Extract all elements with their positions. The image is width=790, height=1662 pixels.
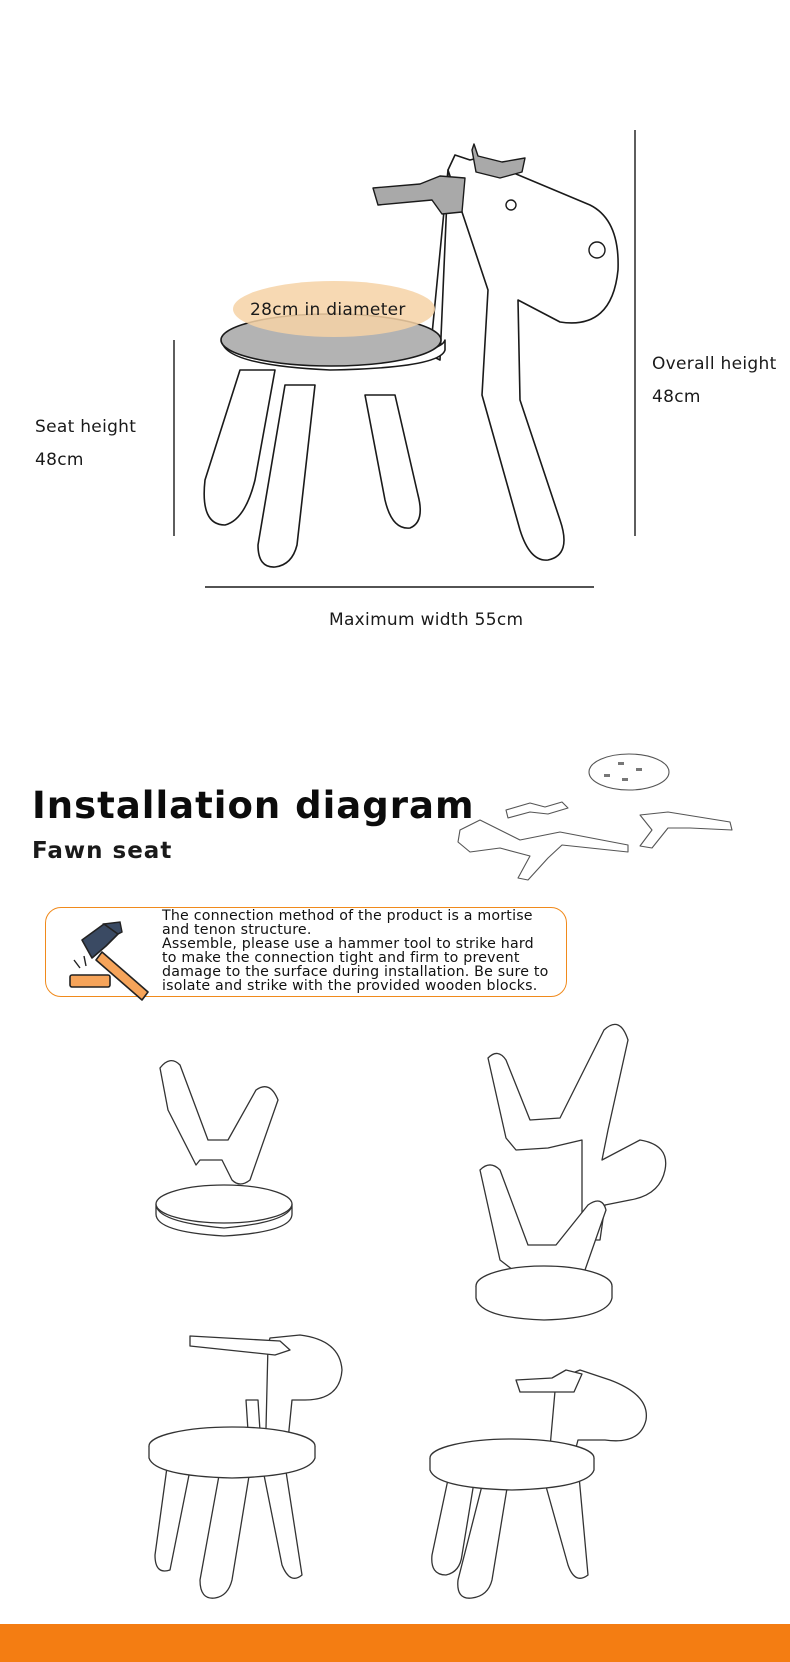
assembly-step-4 [430, 1370, 646, 1598]
note-line: and tenon structure. [162, 922, 312, 938]
note-line: isolate and strike with the provided wooden blocks. [162, 978, 538, 994]
max-width-label: Maximum width 55cm [329, 610, 524, 630]
installation-subtitle: Fawn seat [32, 838, 173, 864]
note-line: to make the connection tight and firm to prevent [162, 950, 520, 966]
seat-height-label: Seat height [35, 417, 137, 437]
note-line: damage to the surface during installation. Be sure to [162, 964, 549, 980]
seat-diameter-label: 28cm in diameter [250, 300, 406, 320]
footer-accent-bar [0, 1624, 790, 1662]
overall-height-label: Overall height [652, 354, 777, 374]
note-line: The connection method of the product is a mortise [162, 908, 533, 924]
note-line: Assemble, please use a hammer tool to strike hard [162, 936, 534, 952]
installation-title: Installation diagram [32, 784, 475, 827]
overall-height-value: 48cm [652, 387, 701, 407]
assembly-step-3 [149, 1335, 342, 1598]
seat-height-value: 48cm [35, 450, 84, 470]
assembly-step-1 [156, 1061, 292, 1236]
assembly-step-2 [476, 1024, 666, 1320]
